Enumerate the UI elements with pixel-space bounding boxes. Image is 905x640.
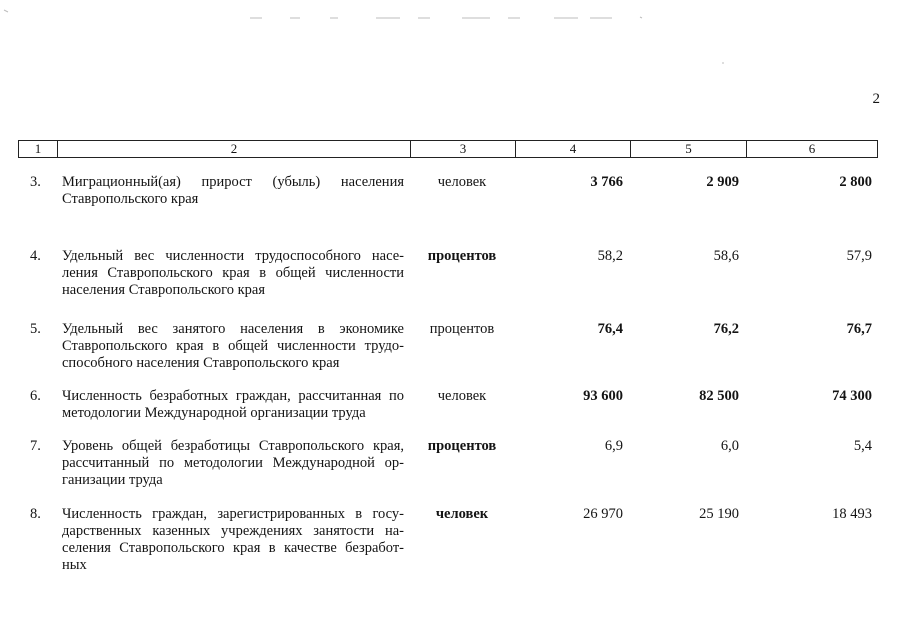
value-col-4: 6,9 [604, 438, 623, 454]
indicator-line: Численность граждан, зарегистрированных в госу- [62, 506, 404, 522]
row-number: 5. [30, 321, 41, 337]
table-row [0, 174, 905, 254]
value-col-4: 76,4 [597, 321, 623, 337]
row-unit: процентов [427, 438, 497, 454]
header-col-4: 4 [515, 141, 630, 157]
row-number: 4. [30, 248, 41, 264]
table-row [0, 506, 905, 586]
indicator-line: Удельный вес численности трудоспособного насе- [62, 248, 404, 264]
value-col-5: 25 190 [699, 506, 739, 522]
value-col-5: 58,6 [713, 248, 739, 264]
row-indicator [62, 248, 404, 299]
row-number: 6. [30, 388, 41, 404]
header-col-6: 6 [746, 141, 877, 157]
value-col-6: 57,9 [846, 248, 872, 264]
indicator-line: ления Ставропольского края в общей численности [62, 265, 404, 281]
row-unit: человек [437, 174, 487, 190]
value-col-4: 3 766 [590, 174, 623, 190]
value-col-5: 2 909 [706, 174, 739, 190]
row-indicator [62, 174, 404, 208]
table-header [18, 140, 878, 158]
row-unit: процентов [427, 248, 497, 264]
value-col-6: 5,4 [853, 438, 872, 454]
row-number: 7. [30, 438, 41, 454]
indicator-line: Удельный вес занятого населения в экономике [62, 321, 404, 337]
indicator-line: Миграционный(ая) прирост (убыль) населения [62, 174, 404, 190]
value-col-6: 18 493 [832, 506, 872, 522]
value-col-4: 93 600 [583, 388, 623, 404]
page-number: 2 [872, 91, 880, 107]
scan-artifacts [0, 0, 905, 80]
indicator-line: методологии Международной организации труда [62, 405, 366, 421]
indicator-line: дарственных казенных учреждениях занятости на- [62, 523, 404, 539]
indicator-line: Численность безработных граждан, рассчитанная по [62, 388, 404, 404]
indicator-line: способного населения Ставропольского края [62, 355, 340, 371]
row-number: 8. [30, 506, 41, 522]
row-indicator [62, 506, 404, 574]
header-col-2: 2 [57, 141, 410, 157]
value-col-6: 2 800 [839, 174, 872, 190]
header-col-5: 5 [630, 141, 746, 157]
row-indicator [62, 438, 404, 489]
value-col-4: 58,2 [597, 248, 623, 264]
indicator-line: Уровень общей безработицы Ставропольского края, [62, 438, 404, 454]
indicator-line: ганизации труда [62, 472, 163, 488]
row-unit: процентов [429, 321, 495, 337]
row-unit: человек [435, 506, 489, 522]
value-col-5: 6,0 [720, 438, 739, 454]
header-col-1: 1 [34, 141, 42, 156]
row-indicator [62, 321, 404, 372]
table-row [0, 248, 905, 328]
row-number: 3. [30, 174, 41, 190]
indicator-line: селения Ставропольского края в качестве безработ- [62, 540, 404, 556]
value-col-5: 76,2 [713, 321, 739, 337]
indicator-line: населения Ставропольского края [62, 282, 266, 298]
value-col-6: 76,7 [846, 321, 872, 337]
value-col-4: 26 970 [583, 506, 623, 522]
value-col-6: 74 300 [832, 388, 872, 404]
header-col-3: 3 [410, 141, 515, 157]
indicator-line: рассчитанный по методологии Международной ор- [62, 455, 404, 471]
value-col-5: 82 500 [699, 388, 739, 404]
row-unit: человек [437, 388, 487, 404]
row-indicator [62, 388, 404, 422]
indicator-line: Ставропольского края в общей численности трудо- [62, 338, 404, 354]
indicator-line: Ставропольского края [62, 191, 199, 207]
indicator-line: ных [62, 557, 87, 573]
